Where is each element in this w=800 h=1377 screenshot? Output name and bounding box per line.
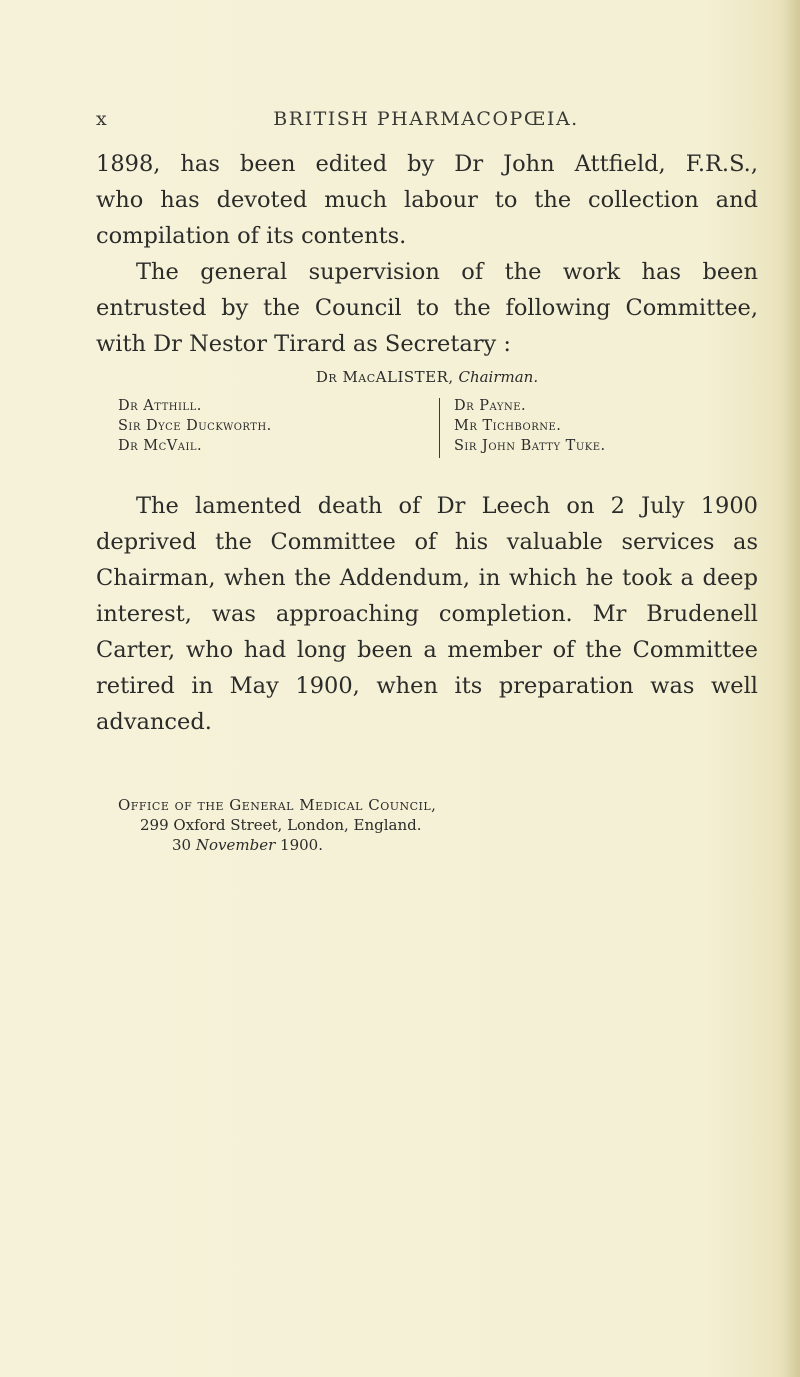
member-name: Dr McVail. xyxy=(118,438,203,454)
members-left-column xyxy=(118,396,272,456)
date-line xyxy=(96,835,758,855)
text-line: with Dr Nestor Tirard as Secretary : xyxy=(96,331,511,357)
text-line: 1898, has been edited by Dr John Attfield, F.R.S., xyxy=(96,151,758,177)
page-edge-shadow xyxy=(782,0,800,1377)
committee-list xyxy=(96,368,758,462)
member-name: Mr Tichborne. xyxy=(454,418,562,434)
text-line: who has devoted much labour to the collection and xyxy=(96,187,758,213)
date-month: November xyxy=(195,836,276,854)
paragraph-editorship xyxy=(96,146,758,362)
column-divider xyxy=(439,398,440,458)
address-line: 299 Oxford Street, London, England. xyxy=(140,816,422,834)
date-year: 1900. xyxy=(280,836,323,854)
text-line: retired in May 1900, when its preparation was well xyxy=(96,673,758,699)
signature-block xyxy=(96,795,758,855)
member-name: Dr Payne. xyxy=(454,398,527,414)
text-line: The general supervision of the work has been xyxy=(136,259,758,285)
member-name: Sir Dyce Duckworth. xyxy=(118,418,272,434)
member-name: Sir John Batty Tuke. xyxy=(454,438,606,454)
chairman-name: Dr MacALISTER, xyxy=(315,368,454,386)
text-line: deprived the Committee of his valuable services as xyxy=(96,529,758,555)
text-line: entrusted by the Council to the following Committee, xyxy=(96,295,758,321)
page-header xyxy=(96,108,756,138)
page-number: x xyxy=(96,108,109,130)
chairman-role: Chairman. xyxy=(458,368,539,386)
date-day: 30 xyxy=(172,836,192,854)
committee-chairman xyxy=(96,368,758,386)
paragraph-leech xyxy=(96,488,758,740)
members-right-column xyxy=(454,396,606,456)
committee-members xyxy=(96,396,758,462)
running-title: BRITISH PHARMACOPŒIA. xyxy=(273,108,579,130)
office-line: Office of the General Medical Council, xyxy=(118,796,437,814)
text-line: Chairman, when the Addendum, in which he took a deep xyxy=(96,565,758,591)
text-line: compilation of its contents. xyxy=(96,223,407,249)
text-line: Carter, who had long been a member of the Committee xyxy=(96,637,758,663)
text-line: The lamented death of Dr Leech on 2 July 1900 xyxy=(136,493,758,519)
member-name: Dr Atthill. xyxy=(118,398,202,414)
text-line: interest, was approaching completion. Mr Brudenell xyxy=(96,601,758,627)
text-line: advanced. xyxy=(96,709,212,735)
